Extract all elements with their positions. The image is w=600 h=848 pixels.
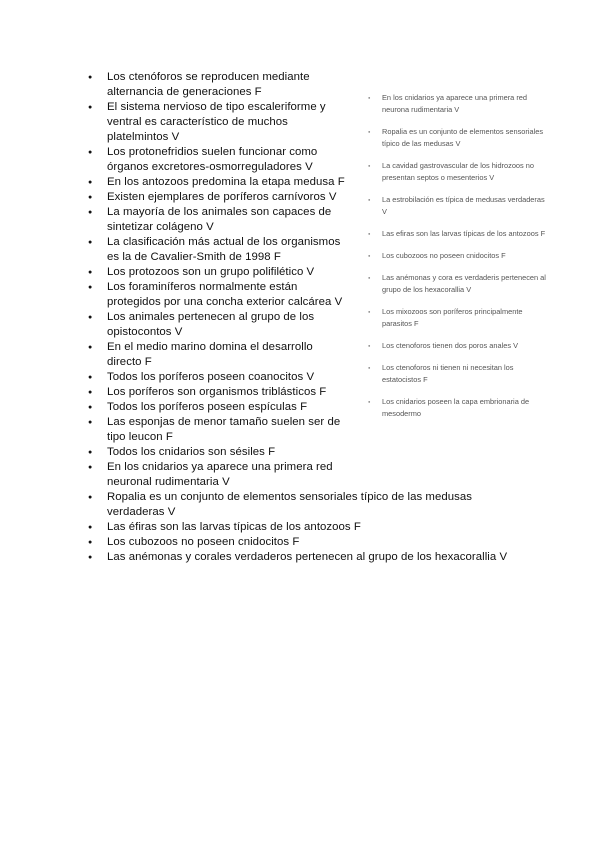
list-item: ● Las éfiras son las larvas típicas de los antozoos F <box>90 520 517 535</box>
side-list-item: ● La estrobilación es típica de medusas verdaderas V <box>368 194 550 218</box>
list-item: ● Todos los poríferos poseen coanocitos V <box>90 370 347 385</box>
list-item: ● En los cnidarios ya aparece una primera red neuronal rudimentaria V <box>90 460 347 490</box>
list-item: ● La mayoría de los animales son capaces de sintetizar colágeno V <box>90 205 347 235</box>
list-item: ● Los ctenóforos se reproducen mediante alternancia de generaciones F <box>90 70 347 100</box>
side-list-item: ● En los cnidarios ya aparece una primera red neurona rudimentaria V <box>368 92 550 116</box>
side-list-item: ● Los cubozoos no poseen cnidocitos F <box>368 250 550 262</box>
side-list-item: ● Los mixozoos son poríferos principalmente parasitos F <box>368 306 550 330</box>
side-list-item: ● Los ctenoforos ni tienen ni necesitan los estatocistos F <box>368 362 550 386</box>
list-item: ● Los cubozoos no poseen cnidocitos F <box>90 535 517 550</box>
list-item: ● Las anémonas y corales verdaderos pertenecen al grupo de los hexacorallia V <box>90 550 517 565</box>
list-item: ● Los foraminíferos normalmente están protegidos por una concha exterior calcárea V <box>90 280 347 310</box>
side-list-item: ● Las efiras son las larvas típicas de los antozoos F <box>368 228 550 240</box>
side-list-item: ● La cavidad gastrovascular de los hidrozoos no presentan septos o mesenterios V <box>368 160 550 184</box>
list-item: ● En los antozoos predomina la etapa medusa F <box>90 175 347 190</box>
list-item: ● Los poríferos son organismos triblásticos F <box>90 385 347 400</box>
list-item: ● Existen ejemplares de poríferos carnívoros V <box>90 190 347 205</box>
list-item: ● Los animales pertenecen al grupo de los opistocontos V <box>90 310 347 340</box>
list-item: ● Los protonefridios suelen funcionar como órganos excretores-osmorreguladores V <box>90 145 347 175</box>
list-item: ● El sistema nervioso de tipo escaleriforme y ventral es característico de muchos platelmintos V <box>90 100 347 145</box>
side-statement-list <box>368 92 550 420</box>
list-item: ● Todos los cnidarios son sésiles F <box>90 445 347 460</box>
list-item: ● Las esponjas de menor tamaño suelen ser de tipo leucon F <box>90 415 347 445</box>
list-item: ● La clasificación más actual de los organismos es la de Cavalier-Smith de 1998 F <box>90 235 347 265</box>
side-list-item: ● Los cnidarios poseen la capa embrionaria de mesodermo <box>368 396 550 420</box>
side-list-item: ● Los ctenoforos tienen dos poros anales V <box>368 340 550 352</box>
side-list-item: ● Las anémonas y cora es verdaderis pertenecen al grupo de los hexacorallia V <box>368 272 550 296</box>
embedded-screenshot-note <box>368 92 550 430</box>
list-item: ● Los protozoos son un grupo polifilético V <box>90 265 347 280</box>
list-item: ● En el medio marino domina el desarrollo directo F <box>90 340 347 370</box>
list-item: ● Todos los poríferos poseen espículas F <box>90 400 347 415</box>
list-item: ● Ropalia es un conjunto de elementos sensoriales típico de las medusas verdaderas V <box>90 490 517 520</box>
side-list-item: ● Ropalia es un conjunto de elementos sensoriales típico de las medusas V <box>368 126 550 150</box>
